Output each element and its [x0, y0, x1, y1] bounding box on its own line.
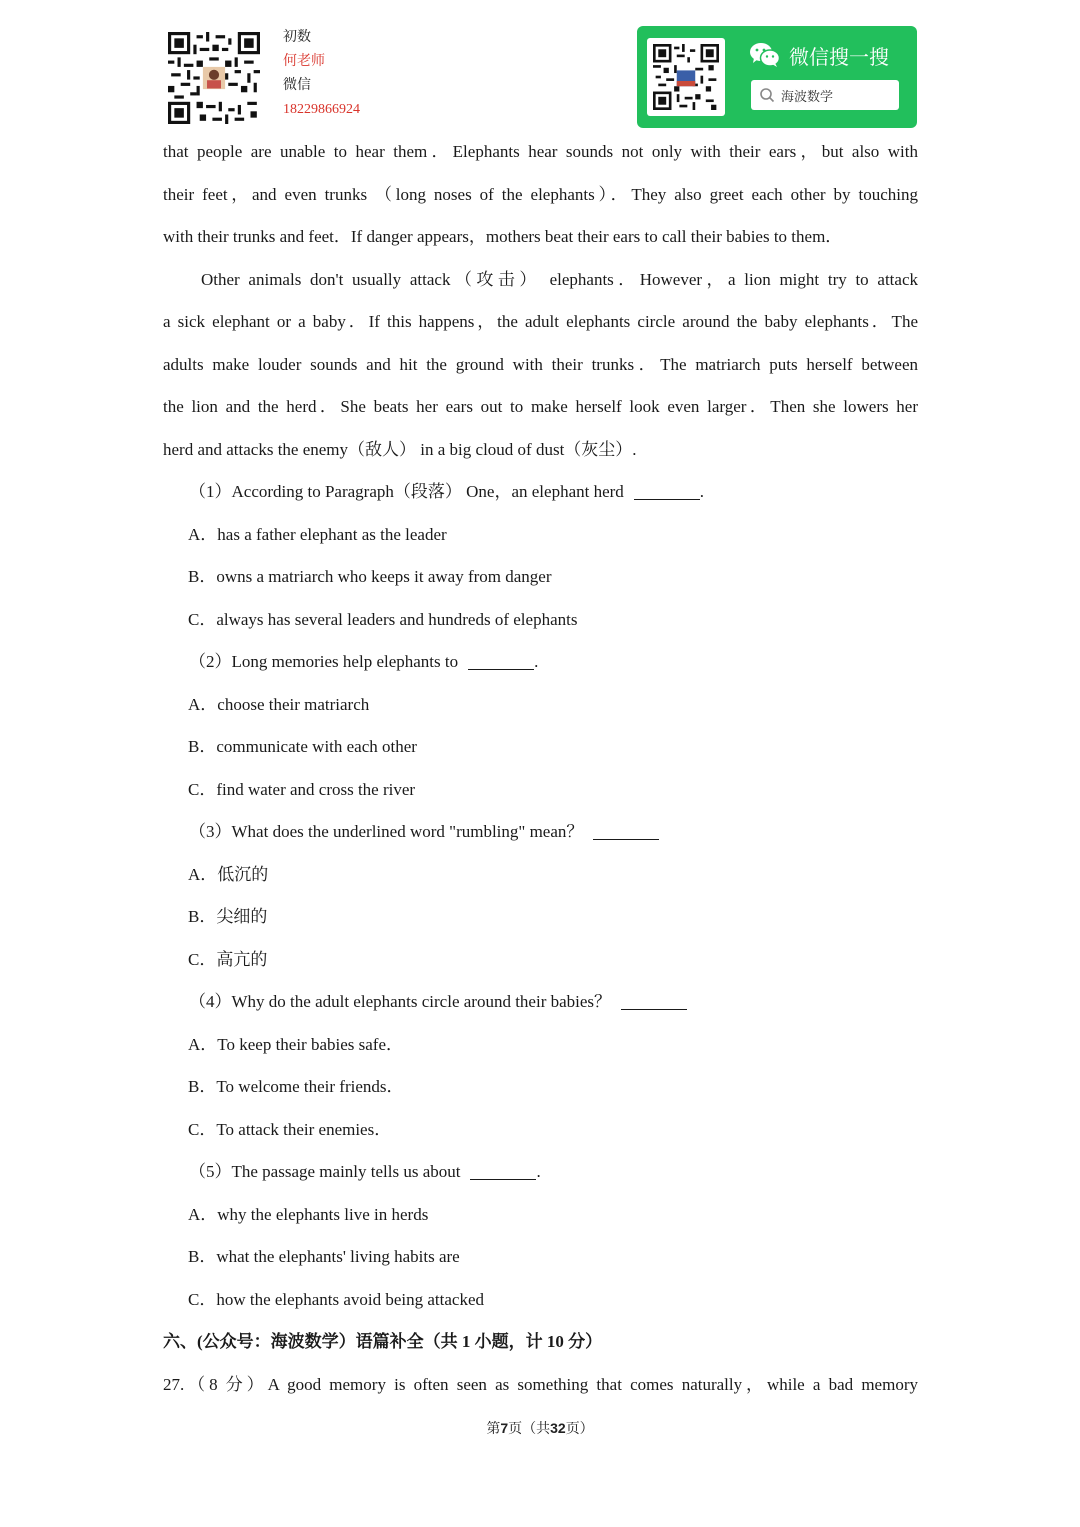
passage-line: adults make louder sounds and hit the ground with their trunks．The matriarch puts herself between — [163, 354, 918, 374]
question-text: （3）What does the underlined word "rumbling" mean？ — [189, 822, 584, 841]
answer-option: C．高亢的 — [188, 949, 268, 969]
footer-middle: 页（共 — [508, 1422, 551, 1437]
wechat-search-text: 海波数学 — [781, 89, 834, 105]
answer-option: A．has a father elephant as the leader — [188, 524, 447, 544]
question-stem — [163, 811, 918, 854]
wechat-title-text: 微信搜一搜 — [789, 44, 889, 69]
footer-prefix: 第 — [486, 1422, 501, 1437]
page-header — [0, 0, 1080, 135]
question-stem — [163, 981, 918, 1024]
question-text: （4）Why do the adult elephants circle around their babies？ — [189, 992, 612, 1011]
contact-info — [283, 26, 360, 122]
answer-option: B．owns a matriarch who keeps it away from danger — [188, 567, 552, 586]
question-stem — [163, 1151, 918, 1194]
footer-suffix: 页） — [565, 1422, 594, 1437]
answer-blank[interactable] — [621, 1008, 687, 1010]
answer-option: B．尖细的 — [188, 907, 268, 926]
answer-blank[interactable] — [593, 838, 659, 840]
page-footer — [0, 1418, 1080, 1438]
question-text: （2）Long memories help elephants to — [189, 652, 459, 671]
passage-line: the lion and the herd．She beats her ears out to make herself look even larger．Then she lowers her — [163, 397, 918, 416]
wechat-qr-code-icon — [653, 44, 719, 110]
passage-line: that people are unable to hear them．Elephants hear sounds not only with their ears，but also with — [163, 142, 918, 161]
answer-option: C．how the elephants avoid being attacked — [188, 1289, 484, 1309]
contact-line3: 微信 — [283, 78, 311, 93]
answer-blank[interactable] — [468, 668, 534, 670]
contact-line1: 初数 — [283, 30, 311, 45]
answer-option: A．低沉的 — [188, 864, 269, 884]
passage-line: with their trunks and feet．If danger appears，mothers beat their ears to call their babies to them． — [163, 227, 843, 246]
search-icon — [759, 87, 775, 103]
wechat-qr-frame — [647, 38, 725, 116]
answer-option: B．what the elephants' living habits are — [188, 1247, 460, 1266]
question-stem — [163, 471, 918, 514]
footer-total-pages: 32 — [550, 1420, 566, 1436]
question-end: . — [536, 1162, 541, 1181]
qr-code-icon — [168, 32, 260, 124]
wechat-title — [749, 40, 889, 70]
section-heading: 六、(公众号：海波数学）语篇补全（共 1 小题，计 10 分） — [163, 1332, 603, 1351]
passage-line: herd and attacks the enemy（敌人） in a big cloud of dust（灰尘）. — [163, 439, 637, 459]
answer-option: C．always has several leaders and hundreds of elephants — [188, 609, 578, 629]
question-text: （1）According to Paragraph（段落） One，an elephant herd — [189, 482, 624, 501]
question-text: （5）The passage mainly tells us about — [189, 1162, 461, 1181]
footer-page-number: 7 — [500, 1420, 509, 1436]
answer-option: B．communicate with each other — [188, 737, 417, 756]
next-question: 27.（8 分）A good memory is often seen as something that comes naturally，while a bad memory — [163, 1374, 918, 1394]
wechat-search-banner — [637, 26, 917, 128]
passage-line: a sick elephant or a baby．If this happens，the adult elephants circle around the baby elephants．The — [163, 312, 918, 331]
answer-option: A．To keep their babies safe． — [188, 1034, 404, 1054]
question-end: . — [699, 482, 705, 501]
wechat-logo-icon — [749, 42, 781, 68]
document-body — [163, 131, 918, 1406]
answer-option: A．choose their matriarch — [188, 694, 370, 714]
answer-blank[interactable] — [470, 1178, 536, 1180]
answer-option: C．To attack their enemies． — [188, 1119, 392, 1139]
passage-line: their feet，and even trunks （long noses of the elephants）．They also greet each other by touching — [163, 184, 918, 204]
question-stem — [163, 641, 918, 684]
contact-name: 何老师 — [283, 54, 325, 69]
contact-phone: 18229866924 — [283, 102, 360, 117]
answer-option: C．find water and cross the river — [188, 779, 416, 799]
passage-line: Other animals don't usually attack（攻击） elephants．However，a lion might try to attack — [201, 269, 918, 289]
question-end: . — [534, 652, 539, 671]
answer-option: B．To welcome their friends． — [188, 1077, 404, 1096]
answer-blank[interactable] — [634, 498, 700, 500]
wechat-search-box — [751, 80, 899, 110]
answer-option: A．why the elephants live in herds — [188, 1204, 429, 1224]
